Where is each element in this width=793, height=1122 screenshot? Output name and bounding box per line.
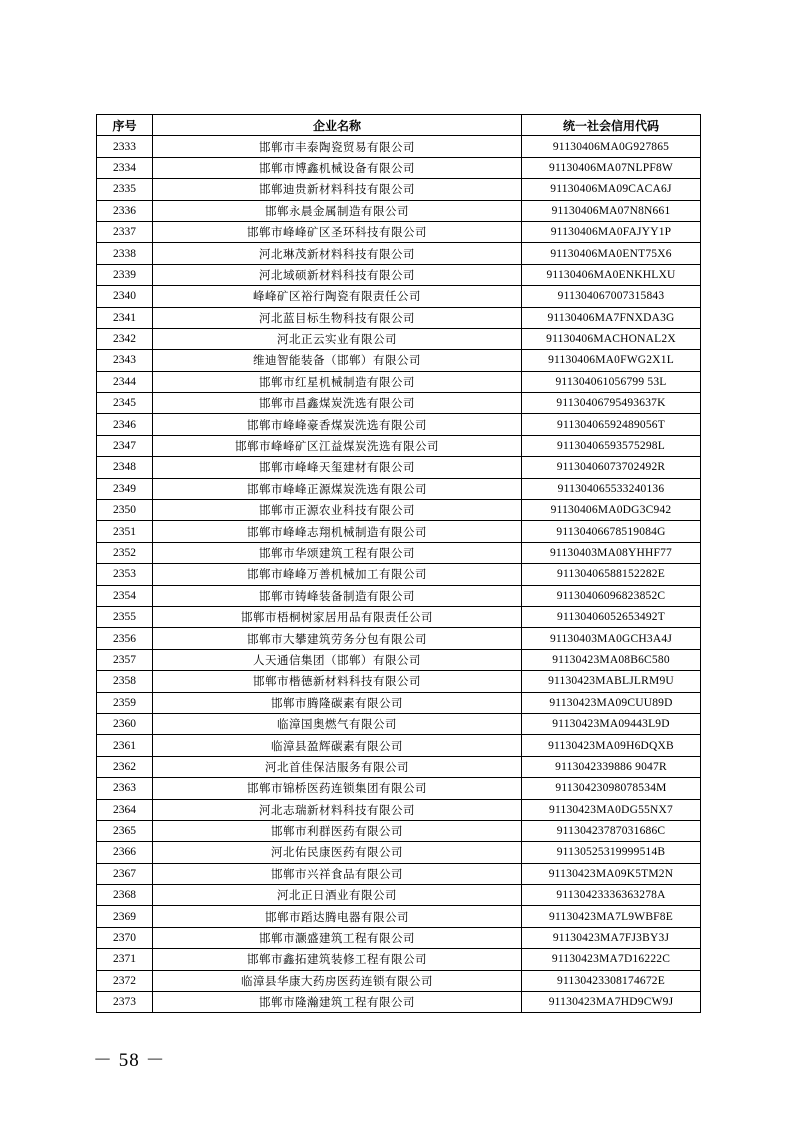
credit-code-cell: 911304067007315843	[522, 286, 701, 307]
credit-code-cell: 91130406096823852C	[522, 585, 701, 606]
company-name-cell: 邯郸市隆瀚建筑工程有限公司	[153, 992, 522, 1013]
table-row	[97, 157, 701, 178]
serial-number-cell: 2352	[97, 542, 153, 563]
table-body	[97, 136, 701, 1013]
company-name-cell: 邯郸市鑫拓建筑装修工程有限公司	[153, 949, 522, 970]
company-name-cell: 邯郸市正源农业科技有限公司	[153, 500, 522, 521]
table-row	[97, 350, 701, 371]
company-name-cell: 邯郸市峰峰志翔机械制造有限公司	[153, 521, 522, 542]
table-row	[97, 243, 701, 264]
table-row	[97, 414, 701, 435]
table-row	[97, 885, 701, 906]
table-row	[97, 500, 701, 521]
table-row	[97, 842, 701, 863]
serial-number-cell: 2338	[97, 243, 153, 264]
table-header-row	[97, 115, 701, 136]
serial-number-cell: 2356	[97, 628, 153, 649]
credit-code-cell: 91130423MA7D16222C	[522, 949, 701, 970]
serial-number-cell: 2357	[97, 649, 153, 670]
company-name-cell: 临漳县盈辉碳素有限公司	[153, 735, 522, 756]
table-row	[97, 457, 701, 478]
serial-number-cell: 2369	[97, 906, 153, 927]
credit-code-cell: 91130406MA7FNXDA3G	[522, 307, 701, 328]
company-name-cell: 河北首佳保洁服务有限公司	[153, 756, 522, 777]
credit-code-cell: 91130406795493637K	[522, 393, 701, 414]
table-row	[97, 820, 701, 841]
serial-number-cell: 2359	[97, 692, 153, 713]
table-row	[97, 435, 701, 456]
table-row	[97, 521, 701, 542]
company-name-cell: 邯郸市铸峰装备制造有限公司	[153, 585, 522, 606]
credit-code-cell: 91130403MA0GCH3A4J	[522, 628, 701, 649]
credit-code-cell: 91130406MA07N8N661	[522, 200, 701, 221]
serial-number-cell: 2371	[97, 949, 153, 970]
credit-code-cell: 91130423MA7FJ3BY3J	[522, 927, 701, 948]
company-name-cell: 邯郸市峰峰矿区圣环科技有限公司	[153, 221, 522, 242]
credit-code-cell: 91130423MA09K5TM2N	[522, 863, 701, 884]
company-name-cell: 邯郸市兴祥食品有限公司	[153, 863, 522, 884]
credit-code-cell: 91130403MA08YHHF77	[522, 542, 701, 563]
serial-number-cell: 2351	[97, 521, 153, 542]
serial-number-cell: 2336	[97, 200, 153, 221]
company-name-cell: 邯郸市博鑫机械设备有限公司	[153, 157, 522, 178]
serial-number-cell: 2368	[97, 885, 153, 906]
company-name-cell: 邯郸市红星机械制造有限公司	[153, 371, 522, 392]
table-row	[97, 264, 701, 285]
credit-code-cell: 91130406MA0FWG2X1L	[522, 350, 701, 371]
company-name-cell: 河北琳茂新材料科技有限公司	[153, 243, 522, 264]
serial-number-cell: 2341	[97, 307, 153, 328]
credit-code-cell: 91130406MA07NLPF8W	[522, 157, 701, 178]
credit-code-cell: 91130423MA7HD9CW9J	[522, 992, 701, 1013]
credit-code-cell: 91130525319999514B	[522, 842, 701, 863]
serial-number-cell: 2355	[97, 606, 153, 627]
company-name-cell: 邯郸市峰峰豪香煤炭洗选有限公司	[153, 414, 522, 435]
table-row	[97, 649, 701, 670]
company-name-cell: 邯郸市昌鑫煤炭洗选有限公司	[153, 393, 522, 414]
credit-code-cell: 91130423MA09443L9D	[522, 713, 701, 734]
serial-number-cell: 2362	[97, 756, 153, 777]
serial-number-cell: 2361	[97, 735, 153, 756]
credit-code-cell: 91130406073702492R	[522, 457, 701, 478]
table-row	[97, 542, 701, 563]
credit-code-cell: 91130406678519084G	[522, 521, 701, 542]
table-row	[97, 564, 701, 585]
company-name-cell: 邯郸市大攀建筑劳务分包有限公司	[153, 628, 522, 649]
table-row	[97, 949, 701, 970]
company-name-cell: 河北志瑞新材料科技有限公司	[153, 799, 522, 820]
company-name-cell: 峰峰矿区裕行陶瓷有限责任公司	[153, 286, 522, 307]
page-number: － 58 －	[93, 1050, 166, 1071]
serial-number-cell: 2373	[97, 992, 153, 1013]
credit-code-cell: 91130423336363278A	[522, 885, 701, 906]
serial-number-cell: 2339	[97, 264, 153, 285]
company-name-cell: 邯郸市蹈达腾电器有限公司	[153, 906, 522, 927]
company-name-cell: 邯郸市利群医药有限公司	[153, 820, 522, 841]
table-row	[97, 671, 701, 692]
table-row	[97, 970, 701, 991]
serial-number-cell: 2333	[97, 136, 153, 157]
serial-number-cell: 2365	[97, 820, 153, 841]
table-row	[97, 692, 701, 713]
serial-number-cell: 2363	[97, 778, 153, 799]
serial-number-cell: 2344	[97, 371, 153, 392]
credit-code-cell: 91130423MA7L9WBF8E	[522, 906, 701, 927]
company-name-cell: 邯郸市楷德新材料科技有限公司	[153, 671, 522, 692]
table-row	[97, 756, 701, 777]
company-name-cell: 河北蓝目标生物科技有限公司	[153, 307, 522, 328]
serial-number-cell: 2345	[97, 393, 153, 414]
credit-code-cell: 91130406MA0FAJYY1P	[522, 221, 701, 242]
table-row	[97, 136, 701, 157]
credit-code-cell: 91130406MA0ENKHLXU	[522, 264, 701, 285]
table-row	[97, 927, 701, 948]
company-name-cell: 邯郸市灏盛建筑工程有限公司	[153, 927, 522, 948]
company-name-cell: 河北域硕新材料科技有限公司	[153, 264, 522, 285]
serial-number-cell: 2349	[97, 478, 153, 499]
credit-code-cell: 91130423MA09CUU89D	[522, 692, 701, 713]
serial-number-cell: 2350	[97, 500, 153, 521]
company-name-cell: 邯郸市峰峰天玺建材有限公司	[153, 457, 522, 478]
credit-code-cell: 91130406MA0G927865	[522, 136, 701, 157]
serial-number-cell: 2337	[97, 221, 153, 242]
company-name-cell: 邯郸市峰峰矿区江益煤炭洗选有限公司	[153, 435, 522, 456]
credit-code-cell: 91130406588152282E	[522, 564, 701, 585]
company-name-cell: 临漳县华康大药房医药连锁有限公司	[153, 970, 522, 991]
table-row	[97, 478, 701, 499]
credit-code-cell: 91130423MA0DG55NX7	[522, 799, 701, 820]
credit-code-cell: 91130406052653492T	[522, 606, 701, 627]
serial-number-cell: 2364	[97, 799, 153, 820]
serial-number-cell: 2348	[97, 457, 153, 478]
credit-code-cell: 91130423787031686C	[522, 820, 701, 841]
credit-code-cell: 911304065533240136	[522, 478, 701, 499]
serial-number-cell: 2347	[97, 435, 153, 456]
company-name-cell: 邯郸市锦桥医药连锁集团有限公司	[153, 778, 522, 799]
serial-number-cell: 2343	[97, 350, 153, 371]
company-name-cell: 邯郸市梧桐树家居用品有限责任公司	[153, 606, 522, 627]
company-name-cell: 邯郸市丰泰陶瓷贸易有限公司	[153, 136, 522, 157]
table-row	[97, 863, 701, 884]
header-company-name: 企业名称	[153, 115, 522, 136]
header-credit-code: 统一社会信用代码	[522, 115, 701, 136]
company-name-cell: 邯郸永晨金属制造有限公司	[153, 200, 522, 221]
company-name-cell: 邯郸市峰峰万善机械加工有限公司	[153, 564, 522, 585]
serial-number-cell: 2360	[97, 713, 153, 734]
header-serial-number: 序号	[97, 115, 153, 136]
company-name-cell: 维迪智能装备（邯郸）有限公司	[153, 350, 522, 371]
credit-code-cell: 91130406MA0DG3C942	[522, 500, 701, 521]
company-name-cell: 邯郸市腾隆碳素有限公司	[153, 692, 522, 713]
serial-number-cell: 2340	[97, 286, 153, 307]
company-name-cell: 临漳国奥燃气有限公司	[153, 713, 522, 734]
credit-code-cell: 91130406MA0ENT75X6	[522, 243, 701, 264]
serial-number-cell: 2354	[97, 585, 153, 606]
table-row	[97, 393, 701, 414]
credit-code-cell: 91130406MA09CACA6J	[522, 179, 701, 200]
table-row	[97, 328, 701, 349]
table-row	[97, 585, 701, 606]
credit-code-cell: 9113042339886 9047R	[522, 756, 701, 777]
serial-number-cell: 2372	[97, 970, 153, 991]
credit-code-cell: 91130406593575298L	[522, 435, 701, 456]
serial-number-cell: 2353	[97, 564, 153, 585]
table-row	[97, 179, 701, 200]
credit-code-cell: 91130406MACHONAL2X	[522, 328, 701, 349]
company-name-cell: 邯郸市华颂建筑工程有限公司	[153, 542, 522, 563]
company-name-cell: 邯郸市峰峰正源煤炭洗选有限公司	[153, 478, 522, 499]
table-row	[97, 200, 701, 221]
credit-code-cell: 91130406592489056T	[522, 414, 701, 435]
enterprise-table	[96, 114, 701, 1013]
table-row	[97, 628, 701, 649]
company-name-cell: 河北佑民康医药有限公司	[153, 842, 522, 863]
company-name-cell: 人天通信集团（邯郸）有限公司	[153, 649, 522, 670]
table-row	[97, 606, 701, 627]
table-row	[97, 221, 701, 242]
credit-code-cell: 91130423308174672E	[522, 970, 701, 991]
serial-number-cell: 2335	[97, 179, 153, 200]
table-row	[97, 286, 701, 307]
serial-number-cell: 2366	[97, 842, 153, 863]
credit-code-cell: 91130423MABLJLRM9U	[522, 671, 701, 692]
serial-number-cell: 2358	[97, 671, 153, 692]
table-row	[97, 371, 701, 392]
credit-code-cell: 91130423MA09H6DQXB	[522, 735, 701, 756]
table-row	[97, 906, 701, 927]
table-row	[97, 713, 701, 734]
company-name-cell: 河北正日酒业有限公司	[153, 885, 522, 906]
table-row	[97, 992, 701, 1013]
credit-code-cell: 911304061056799 53L	[522, 371, 701, 392]
credit-code-cell: 91130423098078534M	[522, 778, 701, 799]
company-name-cell: 邯郸迪贵新材料科技有限公司	[153, 179, 522, 200]
table-row	[97, 735, 701, 756]
serial-number-cell: 2370	[97, 927, 153, 948]
credit-code-cell: 91130423MA08B6C580	[522, 649, 701, 670]
table-row	[97, 307, 701, 328]
serial-number-cell: 2342	[97, 328, 153, 349]
table-row	[97, 799, 701, 820]
serial-number-cell: 2346	[97, 414, 153, 435]
company-name-cell: 河北正云实业有限公司	[153, 328, 522, 349]
table-row	[97, 778, 701, 799]
serial-number-cell: 2334	[97, 157, 153, 178]
serial-number-cell: 2367	[97, 863, 153, 884]
